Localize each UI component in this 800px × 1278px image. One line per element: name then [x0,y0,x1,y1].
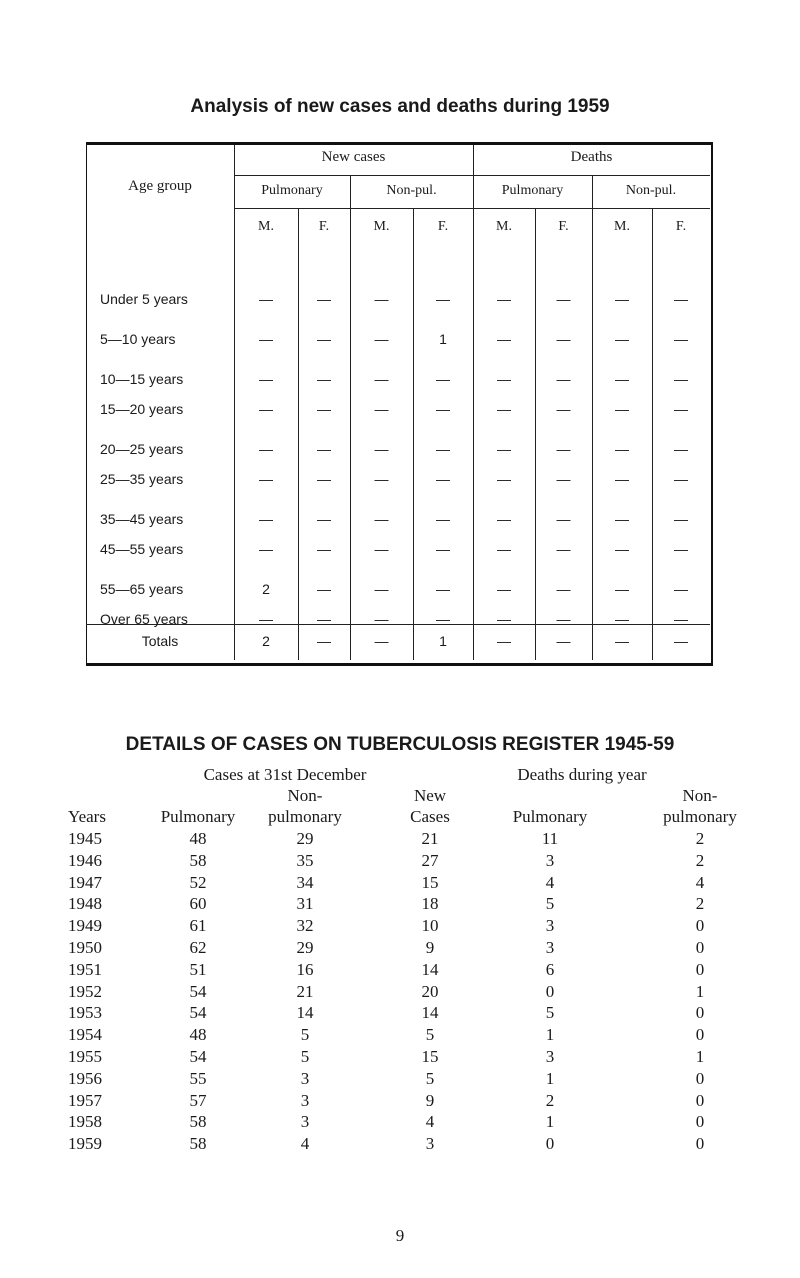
table-cell: — [436,581,450,597]
totals-cell: 2 [262,633,270,649]
years-header: Years [68,807,106,826]
table-cell: — [556,441,571,457]
totals-cell: — [674,633,688,649]
table-cell: — [374,401,389,417]
table-cell: 3 [545,850,555,870]
table-cell: 0 [695,1134,705,1154]
deaths-pulmonary-header: Pulmonary [512,807,588,826]
table-cell: — [436,291,450,307]
table-cell: — [615,441,629,457]
table-cell: — [374,371,389,387]
table-cell: 2 [545,1090,555,1110]
table-cell: — [374,511,389,527]
age-label: 5—10 years [100,331,176,347]
table-cell: — [615,581,629,597]
table-cell: — [317,331,331,347]
table-cell: — [615,511,629,527]
table-cell: — [436,371,450,387]
table-cell: — [674,331,688,347]
table-cell: 54 [189,1003,207,1023]
table-cell: 5 [425,1025,435,1045]
table-cell: 48 [189,829,207,848]
table-cell: 54 [189,981,207,1001]
table-cell: — [556,511,571,527]
table-cell: 5 [300,1025,310,1045]
table-cell: — [615,541,629,557]
table-cell: — [259,541,273,557]
table-cell: — [436,471,450,487]
table-cell: — [374,611,389,627]
table-cell: 15 [421,872,439,892]
table-cell: 5 [425,1068,435,1088]
sex-header-m: M. [614,219,630,234]
table-cell: — [374,471,389,487]
table-cell: 58 [189,1134,207,1154]
table-cell: — [556,371,571,387]
table-cell: — [556,401,571,417]
table-cell: 2 [262,581,270,597]
table-cell: 0 [545,1134,555,1154]
table-cell: — [317,441,331,457]
table-cell: — [259,291,273,307]
totals-cell: — [374,633,389,649]
table-cell: — [436,541,450,557]
pulmonary-header: Pulmonary [261,183,323,198]
table-cell: — [615,331,629,347]
divider [234,175,710,176]
age-label: 15—20 years [100,401,184,417]
table-cell: 48 [189,1025,207,1045]
table-cell: 0 [695,959,705,979]
age-label: Over 65 years [100,611,188,627]
cases-non-header-2: pulmonary [268,807,342,826]
new-cases-header: New cases [321,149,386,165]
table-cell: 11 [541,829,559,848]
new-header-2: Cases [410,807,450,826]
divider [234,208,710,209]
table-cell: 21 [296,981,314,1001]
page-number: 9 [395,1226,405,1245]
table-cell: 15 [421,1047,439,1066]
sex-header-f: F. [675,219,687,234]
table-cell: 20 [421,981,439,1001]
table-cell: — [374,291,389,307]
deaths-group-header: Deaths during year [517,765,647,784]
year-cell: 1959 [68,1134,102,1154]
table-cell: 16 [296,959,314,979]
table-cell: — [259,371,273,387]
year-cell: 1948 [68,894,102,914]
totals-cell: — [497,633,511,649]
table-cell: — [497,291,511,307]
sex-header-f: F. [318,219,330,234]
table-cell: 1 [695,1047,705,1066]
table-cell: — [497,581,511,597]
year-cell: 1952 [68,981,102,1001]
table-cell: — [259,441,273,457]
table-cell: — [497,441,511,457]
table-cell: — [674,401,688,417]
table-cell: 5 [300,1047,310,1066]
table-cell: — [497,371,511,387]
table-cell: — [615,371,629,387]
deaths-header: Deaths [570,149,613,165]
table-cell: 1 [695,981,705,1001]
table-cell: 0 [695,938,705,957]
table-cell: 14 [421,1003,439,1023]
table-cell: — [436,611,450,627]
table-cell: 21 [421,829,439,848]
year-cell: 1953 [68,1003,102,1023]
table-cell: 31 [296,894,314,914]
table-cell: 58 [189,850,207,870]
year-cell: 1946 [68,850,102,870]
age-label: 25—35 years [100,471,184,487]
year-cell: 1947 [68,872,102,892]
table-cell: — [259,611,273,627]
year-cell: 1956 [68,1068,102,1088]
table-cell: 18 [421,894,439,914]
table-cell: — [317,581,331,597]
table-cell: — [556,611,571,627]
table-cell: — [497,401,511,417]
deaths-non-header-2: pulmonary [663,807,737,826]
table-cell: — [615,291,629,307]
table-cell: 51 [189,959,207,979]
totals-cell: 1 [439,633,447,649]
table-cell: 0 [695,1003,705,1023]
table-cell: — [674,511,688,527]
table-cell: — [317,401,331,417]
table-cell: — [317,541,331,557]
table-cell: 0 [695,1068,705,1088]
table-cell: 0 [695,1112,705,1132]
table-cell: 54 [189,1047,207,1066]
non-pul-header: Non-pul. [625,183,677,198]
table-cell: 4 [695,872,705,892]
sex-header-f: F. [558,219,569,234]
table-cell: — [436,401,450,417]
table-cell: — [674,581,688,597]
table-cell: 27 [421,850,439,870]
table-cell: 14 [421,959,439,979]
year-cell: 1954 [68,1025,102,1045]
table-cell: — [497,611,511,627]
register-title: DETAILS OF CASES ON TUBERCULOSIS REGISTER 1945-59 [125,734,675,755]
year-cell: 1958 [68,1112,102,1132]
table-cell: — [497,541,511,557]
analysis-table [86,142,712,662]
table-cell: 3 [300,1112,310,1132]
table-cell: 1 [545,1068,555,1088]
table-cell: — [674,441,688,457]
table-cell: — [615,401,629,417]
table-cell: 0 [695,916,705,936]
table-cell: 3 [425,1134,435,1154]
table-cell: — [556,581,571,597]
table-cell: 35 [296,850,314,870]
year-cell: 1951 [68,959,102,979]
table-cell: — [317,291,331,307]
table-cell: 58 [189,1112,207,1132]
table-cell: 3 [545,938,555,957]
cases-group-header: Cases at 31st December [203,765,367,784]
table-cell: 1 [545,1112,555,1132]
age-label: 10—15 years [100,371,184,387]
table-cell: 4 [425,1112,435,1132]
table-cell: 61 [189,916,207,936]
table-cell: — [556,471,571,487]
age-label: 55—65 years [100,581,184,597]
year-cell: 1955 [68,1047,102,1066]
table-cell: 2 [695,850,705,870]
table-cell: — [259,471,273,487]
table-cell: 57 [189,1090,207,1110]
pulmonary-header: Pulmonary [501,183,564,198]
table-cell: — [674,541,688,557]
table-cell: — [317,511,331,527]
age-label: Under 5 years [100,291,188,307]
table-cell: 29 [296,829,314,848]
table-cell: 5 [545,1003,555,1023]
table-cell: — [317,471,331,487]
table-cell: — [374,441,389,457]
cases-non-header-1: Non- [287,786,323,805]
table-cell: — [674,611,688,627]
table-cell: 0 [545,981,555,1001]
table-cell: 1 [545,1025,555,1045]
table-cell: 3 [545,916,555,936]
sex-header-m: M. [373,219,390,234]
table-cell: 32 [296,916,314,936]
table-cell: 4 [545,872,555,892]
table-cell: 29 [296,938,314,957]
table-cell: — [436,441,450,457]
table-cell: 34 [296,872,314,892]
table-cell: — [436,511,450,527]
year-cell: 1957 [68,1090,102,1110]
totals-cell: — [556,633,571,649]
cases-pulmonary-header: Pulmonary [160,807,236,826]
table-cell: 3 [300,1068,310,1088]
table-cell: — [674,471,688,487]
table-cell: — [615,471,629,487]
table-cell: — [374,331,389,347]
table-cell: — [497,471,511,487]
table-cell: 52 [189,872,207,892]
sex-header-m: M. [496,219,512,234]
table-cell: — [317,371,331,387]
page-title: Analysis of new cases and deaths during 1959 [190,96,610,117]
table-cell: — [556,541,571,557]
sex-header-m: M. [258,219,274,234]
age-group-header: Age group [128,178,192,194]
table-cell: 2 [695,894,705,914]
table-cell: 0 [695,1090,705,1110]
age-label: 45—55 years [100,541,184,557]
new-header-1: New [413,786,447,805]
table-cell: — [556,331,571,347]
age-label: 20—25 years [100,441,184,457]
table-cell: — [259,401,273,417]
table-cell: — [497,331,511,347]
table-cell: 3 [300,1090,310,1110]
deaths-non-header-1: Non- [682,786,718,805]
table-cell: 60 [189,894,207,914]
table-cell: 14 [296,1003,314,1023]
table-cell: — [674,291,688,307]
table-cell: — [259,331,273,347]
table-cell: — [674,371,688,387]
table-cell: 0 [695,1025,705,1045]
table-cell: — [556,291,571,307]
table-cell: 1 [439,331,447,347]
year-cell: 1949 [68,916,102,936]
age-label: 35—45 years [100,511,184,527]
table-cell: 4 [300,1134,310,1154]
table-cell: — [374,541,389,557]
table-cell: 9 [425,938,435,957]
table-cell: 3 [545,1047,555,1066]
year-cell: 1950 [68,938,102,957]
totals-cell: — [615,633,629,649]
table-cell: — [615,611,629,627]
table-cell: 10 [421,916,439,936]
sex-header-f: F. [437,219,449,234]
table-cell: — [374,581,389,597]
table-cell: 2 [695,829,705,848]
table-cell: 9 [425,1090,435,1110]
register-table [0,760,800,1210]
table-cell: 5 [545,894,555,914]
table-cell: — [497,511,511,527]
table-cell: — [317,611,331,627]
non-pul-header: Non-pul. [386,183,437,198]
totals-label: Totals [141,633,179,649]
year-cell: 1945 [68,829,102,848]
table-cell: — [259,511,273,527]
totals-cell: — [317,633,331,649]
table-cell: 62 [189,938,207,957]
table-cell: 6 [545,959,555,979]
table-cell: 55 [189,1068,207,1088]
